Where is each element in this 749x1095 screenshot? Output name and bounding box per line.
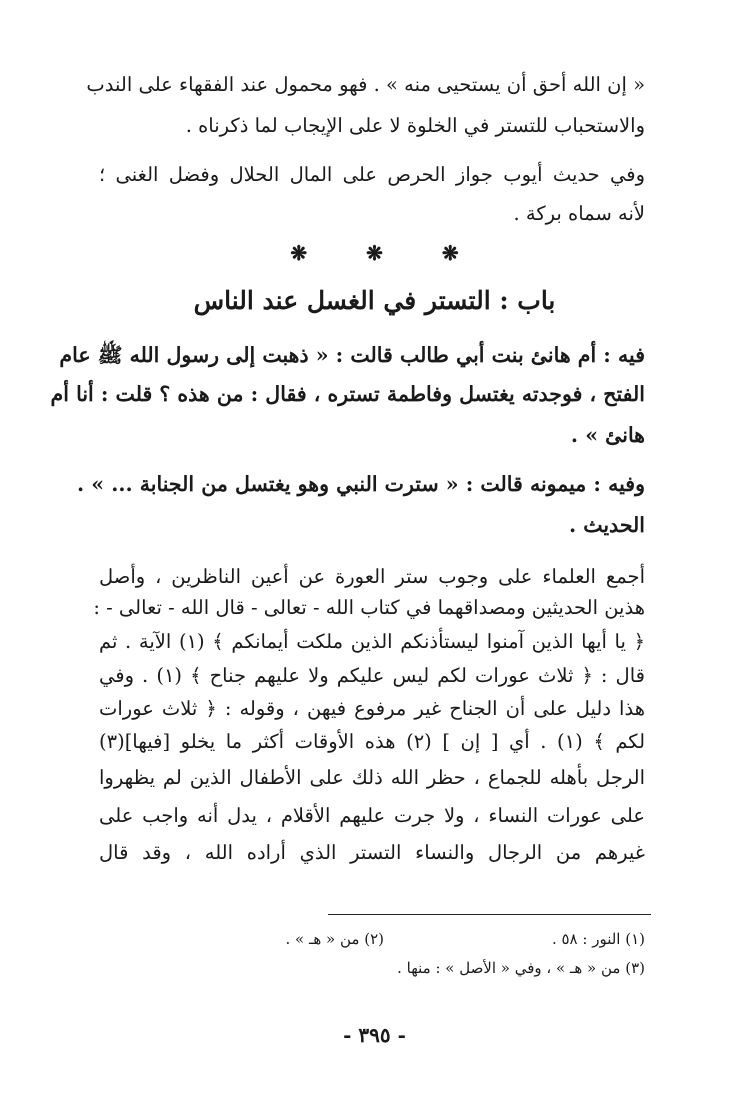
intro-line-2: والاستحباب للتستر في الخلوة لا على الإيجاب لما ذكرناه . bbox=[185, 114, 645, 137]
body-line-6: لكم ﴾ (١) . أي [ إن ] (٢) هذه الأوقات أكثر ما يخلو [فيها](٣) bbox=[99, 730, 646, 753]
body-line-5: هذا دليل على أن الجناح غير مرفوع فيهن ، وقوله : ﴿ ثلاث عورات bbox=[99, 697, 645, 720]
footnote-divider bbox=[328, 914, 651, 915]
chapter-heading: باب : التستر في الغسل عند الناس bbox=[193, 286, 556, 315]
footnote-3: (٣) من « هـ » ، وفي « الأصل » : منها . bbox=[397, 959, 645, 977]
body-line-4: قال : ﴿ ثلاث عورات لكم ليس عليكم ولا عليهم جناح ﴾ (١) . وفي bbox=[99, 664, 645, 687]
body-line-3: ﴿ يا أيها الذين آمنوا ليستأذنكم الذين ملكت أيمانكم ﴾ (١) الآية . ثم bbox=[99, 630, 645, 653]
page-number: - ٣٩٥ - bbox=[343, 1023, 406, 1047]
body-line-7: الرجل بأهله للجماع ، حظر الله ذلك على الأطفال الذين لم يظهروا bbox=[99, 766, 645, 789]
hadith-line-1: فيه : أم هانئ بنت أبي طالب قالت : « ذهبت إلى رسول الله ﷺ عام bbox=[59, 343, 645, 367]
footnote-1: (١) النور : ٥٨ . bbox=[551, 930, 645, 948]
hadith-line-2: الفتح ، فوجدته يغتسل وفاطمة تستره ، فقال : من هذه ؟ قلت : أنا أم bbox=[50, 382, 645, 406]
body-line-8: على عورات النساء ، ولا جرت عليهم الأقلام ، يدل أنه واجب على bbox=[99, 804, 645, 827]
body-line-2: هذين الحديثين ومصداقهما في كتاب الله - تعالى - قال الله - تعالى - : bbox=[93, 596, 645, 619]
star-icon: ❋ bbox=[366, 241, 383, 265]
body-line-1: أجمع العلماء على وجوب ستر العورة عن أعين الناظرين ، وأصل bbox=[99, 565, 645, 588]
footnote-2: (٢) من « هـ » . bbox=[285, 930, 384, 948]
intro-line-4: لأنه سماه بركة . bbox=[513, 202, 645, 225]
hadith-line-5: الحديث . bbox=[568, 513, 645, 537]
hadith-line-4: وفيه : ميمونه قالت : « سترت النبي وهو يغتسل من الجنابة ... » . bbox=[77, 472, 645, 496]
star-icon: ❋ bbox=[441, 241, 459, 265]
intro-line-3: وفي حديث أيوب جواز الحرص على المال الحلال وفضل الغنى ؛ bbox=[99, 163, 645, 186]
body-line-9: غيرهم من الرجال والنساء التستر الذي أراده الله ، وقد قال bbox=[99, 841, 645, 864]
intro-line-1: « إن الله أحق أن يستحيى منه » . فهو محمول عند الفقهاء على الندب bbox=[86, 73, 645, 96]
section-separator bbox=[0, 241, 749, 265]
hadith-line-3: هانئ » . bbox=[570, 423, 645, 447]
star-icon: ❋ bbox=[290, 241, 308, 265]
